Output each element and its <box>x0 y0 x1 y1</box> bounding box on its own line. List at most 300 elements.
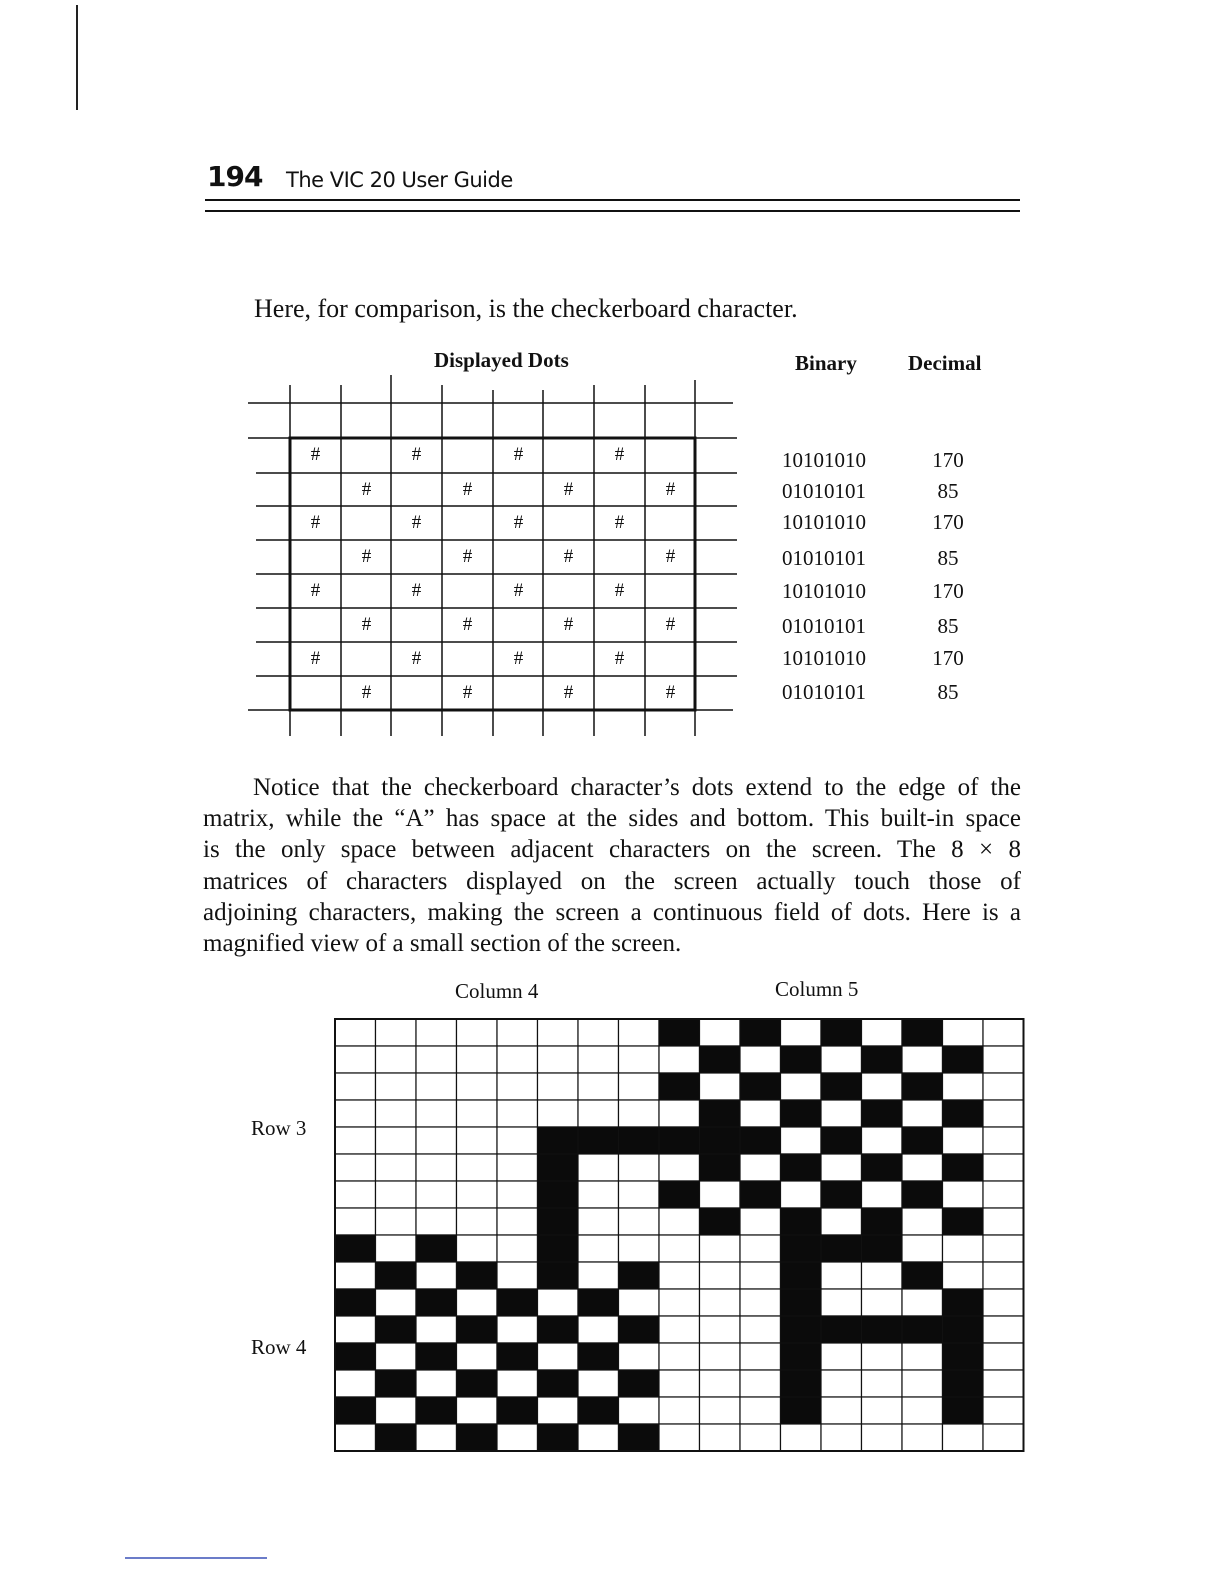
blank-pixel <box>497 1100 538 1127</box>
blank-pixel <box>983 1370 1024 1397</box>
blank-pixel <box>700 1019 741 1046</box>
blank-pixel <box>497 1262 538 1289</box>
blank-pixel <box>497 1424 538 1451</box>
blank-pixel <box>902 1235 943 1262</box>
blank-pixel <box>740 1100 781 1127</box>
blank-pixel <box>943 1073 984 1100</box>
decimal-value: 170 <box>932 510 964 534</box>
blank-pixel <box>659 1046 700 1073</box>
blank-pixel <box>578 1370 619 1397</box>
blank-pixel <box>457 1019 498 1046</box>
lit-pixel <box>376 1424 417 1451</box>
blank-pixel <box>376 1019 417 1046</box>
blank-pixel <box>619 1235 660 1262</box>
paragraph-line: magnified view of a small section of the screen. <box>203 930 682 958</box>
blank-pixel <box>416 1181 457 1208</box>
blank-pixel <box>457 1127 498 1154</box>
blank-pixel <box>376 1235 417 1262</box>
dot-mark: # <box>361 546 372 567</box>
blank-pixel <box>983 1397 1024 1424</box>
lit-pixel <box>943 1316 984 1343</box>
blank-pixel <box>416 1262 457 1289</box>
dot-mark: # <box>513 648 524 669</box>
blank-pixel <box>578 1316 619 1343</box>
blank-pixel <box>538 1046 579 1073</box>
lit-pixel <box>335 1397 376 1424</box>
blank-pixel <box>902 1370 943 1397</box>
blank-pixel <box>416 1208 457 1235</box>
blank-pixel <box>862 1343 903 1370</box>
blank-pixel <box>902 1289 943 1316</box>
blank-pixel <box>619 1019 660 1046</box>
lit-pixel <box>457 1316 498 1343</box>
blank-pixel <box>497 1181 538 1208</box>
blank-pixel <box>821 1100 862 1127</box>
lit-pixel <box>943 1343 984 1370</box>
row-4-label: Row 4 <box>251 1335 307 1359</box>
blank-pixel <box>457 1154 498 1181</box>
lit-pixel <box>862 1235 903 1262</box>
displayed-dots-heading: Displayed Dots <box>434 348 569 372</box>
binary-value: 10101010 <box>782 510 866 534</box>
blank-pixel <box>700 1181 741 1208</box>
lit-pixel <box>943 1100 984 1127</box>
blank-pixel <box>335 1154 376 1181</box>
blank-pixel <box>902 1046 943 1073</box>
blank-pixel <box>740 1370 781 1397</box>
lit-pixel <box>740 1019 781 1046</box>
dot-mark: # <box>361 682 372 703</box>
lit-pixel <box>781 1046 822 1073</box>
blank-pixel <box>943 1019 984 1046</box>
lit-pixel <box>943 1397 984 1424</box>
lit-pixel <box>943 1154 984 1181</box>
running-title: The VIC 20 User Guide <box>286 168 513 192</box>
lit-pixel <box>538 1181 579 1208</box>
blank-pixel <box>457 1235 498 1262</box>
blank-pixel <box>619 1073 660 1100</box>
binary-value: 01010101 <box>782 479 866 503</box>
blank-pixel <box>619 1046 660 1073</box>
lit-pixel <box>659 1073 700 1100</box>
blank-pixel <box>821 1154 862 1181</box>
blank-pixel <box>740 1262 781 1289</box>
blank-pixel <box>983 1181 1024 1208</box>
blank-pixel <box>781 1019 822 1046</box>
blank-pixel <box>376 1073 417 1100</box>
blank-pixel <box>862 1181 903 1208</box>
blank-pixel <box>700 1343 741 1370</box>
blank-pixel <box>781 1181 822 1208</box>
blank-pixel <box>740 1235 781 1262</box>
blank-pixel <box>943 1127 984 1154</box>
lit-pixel <box>781 1262 822 1289</box>
lit-pixel <box>538 1370 579 1397</box>
dot-mark: # <box>310 648 321 669</box>
paragraph-line: is the only space between adjacent characters on the screen. The 8 × 8 <box>203 836 1021 864</box>
blank-pixel <box>497 1046 538 1073</box>
lit-pixel <box>416 1235 457 1262</box>
blank-pixel <box>862 1019 903 1046</box>
blank-pixel <box>457 1343 498 1370</box>
lit-pixel <box>740 1127 781 1154</box>
lit-pixel <box>335 1289 376 1316</box>
blank-pixel <box>659 1100 700 1127</box>
blank-pixel <box>943 1424 984 1451</box>
lit-pixel <box>781 1289 822 1316</box>
blank-pixel <box>821 1424 862 1451</box>
blank-pixel <box>983 1073 1024 1100</box>
blank-pixel <box>457 1289 498 1316</box>
dot-mark: # <box>462 546 473 567</box>
blank-pixel <box>457 1208 498 1235</box>
lit-pixel <box>538 1235 579 1262</box>
blank-pixel <box>700 1370 741 1397</box>
blank-pixel <box>457 1100 498 1127</box>
blank-pixel <box>376 1397 417 1424</box>
paragraph-line: Notice that the checkerboard character’s dots extend to the edge of the <box>253 774 1021 801</box>
lit-pixel <box>700 1208 741 1235</box>
dot-mark: # <box>411 580 422 601</box>
blank-pixel <box>659 1262 700 1289</box>
lit-pixel <box>781 1235 822 1262</box>
blank-pixel <box>983 1316 1024 1343</box>
blank-pixel <box>983 1208 1024 1235</box>
lit-pixel <box>619 1127 660 1154</box>
lit-pixel <box>862 1154 903 1181</box>
lit-pixel <box>700 1046 741 1073</box>
blank-pixel <box>376 1343 417 1370</box>
dot-mark: # <box>462 682 473 703</box>
decimal-value: 85 <box>937 546 959 570</box>
lit-pixel <box>619 1424 660 1451</box>
lit-pixel <box>781 1370 822 1397</box>
blank-pixel <box>497 1316 538 1343</box>
lit-pixel <box>943 1289 984 1316</box>
lit-pixel <box>862 1046 903 1073</box>
blank-pixel <box>862 1289 903 1316</box>
lit-pixel <box>457 1424 498 1451</box>
dot-mark: # <box>361 479 372 500</box>
blank-pixel <box>821 1397 862 1424</box>
blank-pixel <box>902 1208 943 1235</box>
dot-mark: # <box>665 546 676 567</box>
blank-pixel <box>578 1100 619 1127</box>
blank-pixel <box>740 1046 781 1073</box>
blank-pixel <box>619 1154 660 1181</box>
binary-value: 01010101 <box>782 546 866 570</box>
lit-pixel <box>619 1262 660 1289</box>
lit-pixel <box>902 1073 943 1100</box>
dot-mark: # <box>513 444 524 465</box>
dot-mark: # <box>563 614 574 635</box>
blank-pixel <box>538 1019 579 1046</box>
blank-pixel <box>578 1181 619 1208</box>
blank-pixel <box>700 1424 741 1451</box>
dot-mark: # <box>563 546 574 567</box>
paragraph-line: matrix, while the “A” has space at the sides and bottom. This built-in space <box>203 805 1021 833</box>
blank-pixel <box>416 1424 457 1451</box>
lit-pixel <box>335 1343 376 1370</box>
blank-pixel <box>416 1046 457 1073</box>
blank-pixel <box>497 1208 538 1235</box>
dot-mark: # <box>310 444 321 465</box>
decimal-value: 170 <box>932 579 964 603</box>
dot-mark: # <box>614 648 625 669</box>
lit-pixel <box>821 1073 862 1100</box>
lit-pixel <box>862 1100 903 1127</box>
lit-pixel <box>619 1316 660 1343</box>
lit-pixel <box>335 1235 376 1262</box>
blank-pixel <box>457 1397 498 1424</box>
blank-pixel <box>335 1073 376 1100</box>
blank-pixel <box>659 1289 700 1316</box>
blank-pixel <box>983 1046 1024 1073</box>
blank-pixel <box>740 1343 781 1370</box>
blank-pixel <box>619 1397 660 1424</box>
binary-value: 01010101 <box>782 680 866 704</box>
blank-pixel <box>376 1046 417 1073</box>
blank-pixel <box>740 1397 781 1424</box>
lit-pixel <box>902 1127 943 1154</box>
lit-pixel <box>821 1235 862 1262</box>
decimal-heading: Decimal <box>908 351 982 375</box>
dot-mark: # <box>411 648 422 669</box>
blank-pixel <box>538 1343 579 1370</box>
blank-pixel <box>943 1181 984 1208</box>
blank-pixel <box>376 1100 417 1127</box>
blank-pixel <box>497 1154 538 1181</box>
blank-pixel <box>659 1208 700 1235</box>
blank-pixel <box>416 1073 457 1100</box>
blank-pixel <box>538 1397 579 1424</box>
blank-pixel <box>335 1181 376 1208</box>
blank-pixel <box>740 1208 781 1235</box>
lit-pixel <box>416 1343 457 1370</box>
lit-pixel <box>538 1262 579 1289</box>
lit-pixel <box>578 1397 619 1424</box>
lit-pixel <box>659 1181 700 1208</box>
lit-pixel <box>376 1316 417 1343</box>
blank-pixel <box>538 1100 579 1127</box>
dot-mark: # <box>513 512 524 533</box>
blank-pixel <box>619 1208 660 1235</box>
blank-pixel <box>335 1127 376 1154</box>
lit-pixel <box>700 1154 741 1181</box>
blank-pixel <box>740 1154 781 1181</box>
lit-pixel <box>538 1208 579 1235</box>
lit-pixel <box>943 1370 984 1397</box>
paragraph-line: adjoining characters, making the screen a continuous field of dots. Here is a <box>203 898 1021 926</box>
paragraph-line: matrices of characters displayed on the screen actually touch those of <box>203 867 1021 895</box>
lit-pixel <box>821 1316 862 1343</box>
lit-pixel <box>821 1127 862 1154</box>
blank-pixel <box>983 1424 1024 1451</box>
blank-pixel <box>862 1127 903 1154</box>
blank-pixel <box>700 1316 741 1343</box>
lit-pixel <box>902 1181 943 1208</box>
dot-mark: # <box>462 614 473 635</box>
dot-mark: # <box>361 614 372 635</box>
intro-sentence: Here, for comparison, is the checkerboard character. <box>254 294 798 323</box>
lit-pixel <box>821 1019 862 1046</box>
blank-pixel <box>700 1235 741 1262</box>
binary-value: 01010101 <box>782 614 866 638</box>
lit-pixel <box>700 1100 741 1127</box>
blank-pixel <box>700 1073 741 1100</box>
blank-pixel <box>983 1127 1024 1154</box>
lit-pixel <box>862 1208 903 1235</box>
blank-pixel <box>902 1154 943 1181</box>
dot-mark: # <box>513 580 524 601</box>
lit-pixel <box>740 1181 781 1208</box>
blank-pixel <box>659 1370 700 1397</box>
blank-pixel <box>619 1100 660 1127</box>
blank-pixel <box>497 1019 538 1046</box>
lit-pixel <box>416 1289 457 1316</box>
lit-pixel <box>781 1154 822 1181</box>
blank-pixel <box>983 1289 1024 1316</box>
blank-pixel <box>659 1343 700 1370</box>
lit-pixel <box>700 1127 741 1154</box>
blank-pixel <box>862 1424 903 1451</box>
blank-pixel <box>376 1181 417 1208</box>
decimal-value: 85 <box>937 614 959 638</box>
blank-pixel <box>457 1073 498 1100</box>
blank-pixel <box>902 1397 943 1424</box>
page-number: 194 <box>207 160 263 193</box>
dot-mark: # <box>563 682 574 703</box>
blank-pixel <box>902 1424 943 1451</box>
lit-pixel <box>578 1343 619 1370</box>
blank-pixel <box>376 1289 417 1316</box>
lit-pixel <box>619 1370 660 1397</box>
dot-mark: # <box>411 512 422 533</box>
blank-pixel <box>821 1343 862 1370</box>
lit-pixel <box>902 1019 943 1046</box>
blank-pixel <box>376 1208 417 1235</box>
blank-pixel <box>416 1154 457 1181</box>
blank-pixel <box>457 1046 498 1073</box>
lit-pixel <box>376 1370 417 1397</box>
dot-mark: # <box>310 580 321 601</box>
blank-pixel <box>943 1262 984 1289</box>
blank-pixel <box>862 1262 903 1289</box>
blank-pixel <box>578 1154 619 1181</box>
lit-pixel <box>862 1316 903 1343</box>
blank-pixel <box>983 1019 1024 1046</box>
binary-value: 10101010 <box>782 448 866 472</box>
blank-pixel <box>335 1424 376 1451</box>
blank-pixel <box>983 1343 1024 1370</box>
lit-pixel <box>659 1127 700 1154</box>
decimal-value: 85 <box>937 479 959 503</box>
lit-pixel <box>781 1100 822 1127</box>
dot-mark: # <box>563 479 574 500</box>
blank-pixel <box>497 1370 538 1397</box>
blank-pixel <box>821 1046 862 1073</box>
lit-pixel <box>781 1208 822 1235</box>
blank-pixel <box>862 1370 903 1397</box>
dot-mark: # <box>614 512 625 533</box>
blank-pixel <box>457 1181 498 1208</box>
blank-pixel <box>740 1424 781 1451</box>
blank-pixel <box>335 1316 376 1343</box>
blank-pixel <box>335 1019 376 1046</box>
decimal-value: 170 <box>932 448 964 472</box>
blank-pixel <box>497 1127 538 1154</box>
lit-pixel <box>781 1397 822 1424</box>
column-4-label: Column 4 <box>455 979 539 1003</box>
blank-pixel <box>335 1208 376 1235</box>
lit-pixel <box>416 1397 457 1424</box>
dot-mark: # <box>411 444 422 465</box>
blank-pixel <box>376 1154 417 1181</box>
blank-pixel <box>740 1289 781 1316</box>
blank-pixel <box>335 1370 376 1397</box>
blank-pixel <box>902 1343 943 1370</box>
dot-mark: # <box>665 682 676 703</box>
decimal-value: 85 <box>937 680 959 704</box>
column-5-label: Column 5 <box>775 977 859 1001</box>
lit-pixel <box>376 1262 417 1289</box>
blank-pixel <box>416 1019 457 1046</box>
blank-pixel <box>781 1073 822 1100</box>
blank-pixel <box>862 1073 903 1100</box>
binary-heading: Binary <box>795 351 857 375</box>
scan-mark <box>125 1557 267 1559</box>
blank-pixel <box>578 1235 619 1262</box>
blank-pixel <box>416 1127 457 1154</box>
blank-pixel <box>740 1316 781 1343</box>
lit-pixel <box>538 1154 579 1181</box>
blank-pixel <box>659 1154 700 1181</box>
dot-mark: # <box>310 512 321 533</box>
blank-pixel <box>335 1100 376 1127</box>
lit-pixel <box>578 1289 619 1316</box>
blank-pixel <box>781 1424 822 1451</box>
binary-value: 10101010 <box>782 579 866 603</box>
binary-value: 10101010 <box>782 646 866 670</box>
blank-pixel <box>619 1289 660 1316</box>
lit-pixel <box>457 1370 498 1397</box>
blank-pixel <box>497 1235 538 1262</box>
blank-pixel <box>821 1370 862 1397</box>
blank-pixel <box>700 1289 741 1316</box>
blank-pixel <box>659 1424 700 1451</box>
decimal-value: 170 <box>932 646 964 670</box>
lit-pixel <box>902 1316 943 1343</box>
blank-pixel <box>902 1100 943 1127</box>
blank-pixel <box>983 1235 1024 1262</box>
blank-pixel <box>578 1019 619 1046</box>
blank-pixel <box>659 1397 700 1424</box>
lit-pixel <box>659 1019 700 1046</box>
blank-pixel <box>659 1235 700 1262</box>
dot-mark: # <box>665 479 676 500</box>
blank-pixel <box>700 1262 741 1289</box>
row-3-label: Row 3 <box>251 1116 307 1140</box>
lit-pixel <box>497 1343 538 1370</box>
blank-pixel <box>497 1073 538 1100</box>
blank-pixel <box>983 1100 1024 1127</box>
blank-pixel <box>376 1127 417 1154</box>
blank-pixel <box>335 1262 376 1289</box>
lit-pixel <box>497 1289 538 1316</box>
blank-pixel <box>821 1289 862 1316</box>
lit-pixel <box>538 1127 579 1154</box>
blank-pixel <box>578 1046 619 1073</box>
